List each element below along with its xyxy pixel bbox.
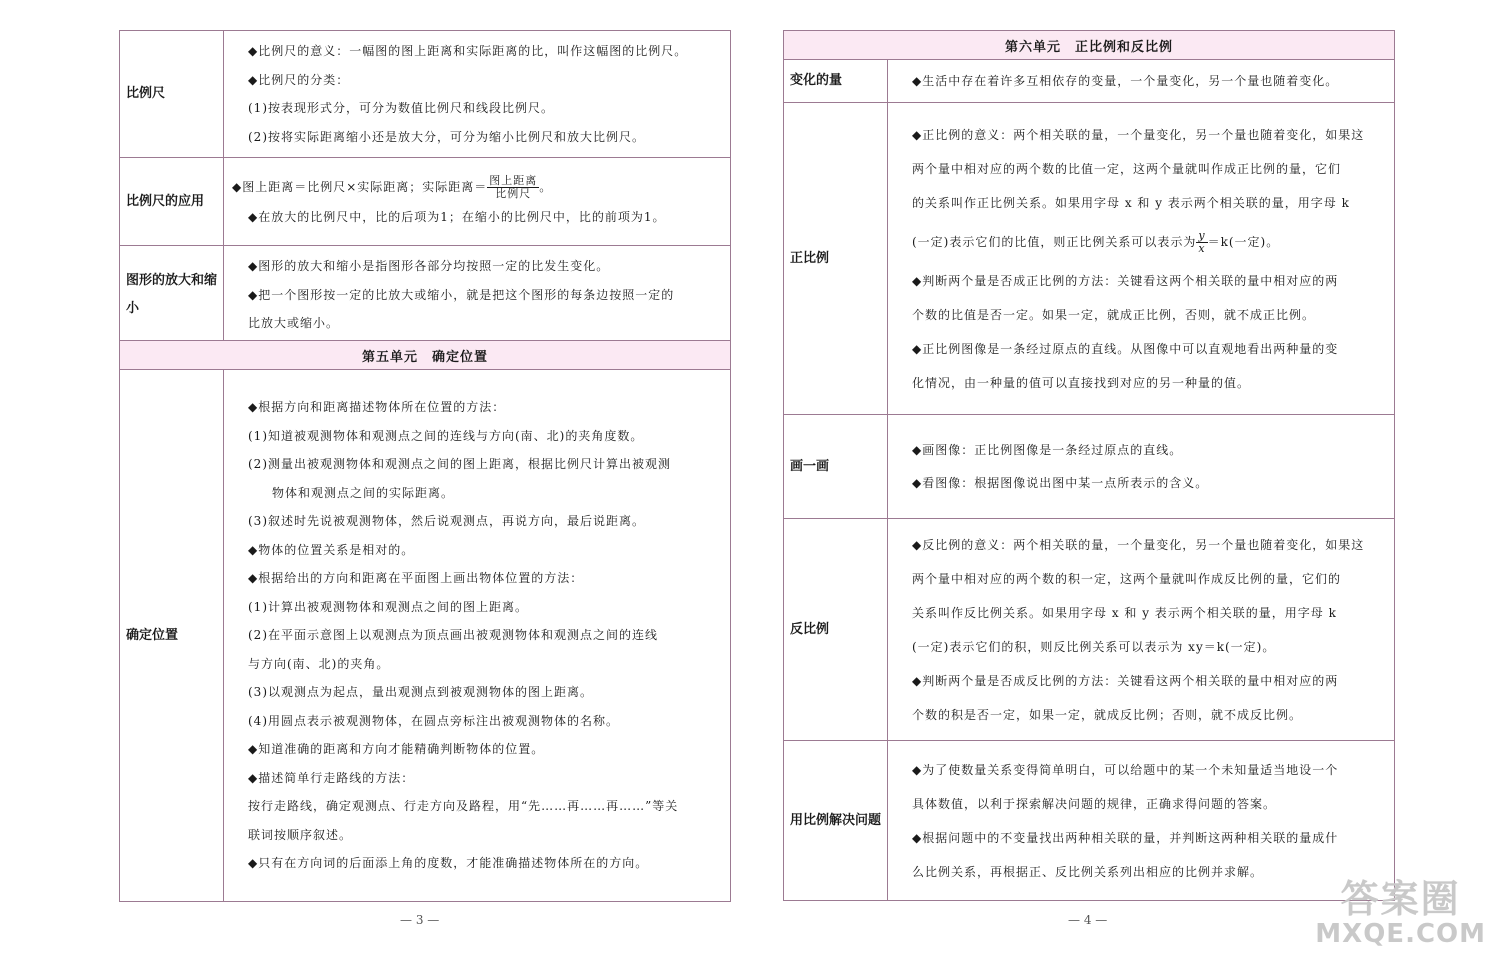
text-line (232, 171, 722, 203)
knowledge-table-proportion (783, 30, 1395, 901)
text-line: (3)叙述时先说被观测物体，然后说观测点，再说方向，最后说距离。 (248, 514, 646, 529)
row-label: 图形的放大和缩小 (120, 246, 224, 345)
row-label: 正比例 (784, 103, 888, 415)
row-content (224, 158, 731, 246)
fraction-numerator: y (1198, 228, 1206, 242)
watermark-logo (1315, 878, 1486, 948)
table-row (784, 103, 1395, 415)
row-content (224, 31, 731, 158)
row-label: 画一画 (784, 415, 888, 519)
text-line: 的关系叫作正比例关系。如果用字母 x 和 y 表示两个相关联的量，用字母 k (912, 195, 1350, 210)
text-line: ◆正比例的意义：两个相关联的量，一个量变化，另一个量也随着变化，如果这 (912, 127, 1365, 142)
table-header-row (784, 31, 1395, 60)
row-content (888, 103, 1395, 415)
row-content (888, 415, 1395, 519)
text-line: ◆比例尺的意义：一幅图的图上距离和实际距离的比，叫作这幅图的比例尺。 (248, 44, 688, 58)
text-line: (1)知道被观测物体和观测点之间的连线与方向(南、北)的夹角度数。 (248, 428, 644, 443)
text-line: 物体和观测点之间的实际距离。 (272, 485, 455, 500)
text-line: 与方向(南、北)的夹角。 (248, 656, 390, 671)
table-row (784, 60, 1395, 103)
page-number: — 3 — (400, 913, 440, 927)
text-line: ◆判断两个量是否成反比例的方法：关键看这两个相关联的量中相对应的两 (912, 673, 1339, 688)
text-line: 比放大或缩小。 (248, 316, 340, 330)
text-line: ◆正比例图像是一条经过原点的直线。从图像中可以直观地看出两种量的变 (912, 341, 1339, 356)
text-line: ◆物体的位置关系是相对的。 (248, 542, 415, 557)
text-line: ◆知道准确的距离和方向才能精确判断物体的位置。 (248, 742, 545, 757)
knowledge-table-position (119, 340, 731, 902)
table-row (784, 741, 1395, 901)
text-line: 关系叫作反比例关系。如果用字母 x 和 y 表示两个相关联的量，用字母 k (912, 605, 1337, 620)
watermark-title: 答案圈 (1340, 877, 1461, 921)
formula-end: 。 (539, 180, 553, 195)
text-line: ◆描述简单行走路线的方法： (248, 770, 415, 785)
text-line: 个数的积是否一定，如果一定，就成反比例；否则，就不成反比例。 (912, 707, 1303, 722)
formula-text: (一定)表示它们的比值，则正比例关系可以表示为 (912, 234, 1197, 249)
table-row (784, 415, 1395, 519)
text-line: 么比例关系，再根据正、反比例关系列出相应的比例并求解。 (912, 864, 1264, 879)
text-line: ◆根据问题中的不变量找出两种相关联的量，并判断这两种相关联的量成什 (912, 830, 1339, 845)
text-line: ◆只有在方向词的后面添上角的度数，才能准确描述物体所在的方向。 (248, 856, 649, 871)
table-header-row (120, 341, 731, 370)
text-line: ◆生活中存在着许多互相依存的变量，一个量变化，另一个量也随着变化。 (912, 73, 1339, 88)
row-content (888, 519, 1395, 741)
row-label: 比例尺的应用 (120, 158, 224, 246)
table-row (120, 246, 731, 345)
watermark-url: MXQE.COM (1315, 919, 1486, 949)
table-row (120, 370, 731, 902)
knowledge-table-scale (119, 30, 731, 345)
text-line: ◆在放大的比例尺中，比的后项为1；在缩小的比例尺中，比的前项为1。 (248, 210, 666, 225)
unit-header: 第五单元 确定位置 (120, 341, 731, 370)
text-line: 按行走路线，确定观测点、行走方向及路程，用“先……再……再……”等关 (248, 799, 679, 814)
text-line: ◆把一个图形按一定的比放大或缩小，就是把这个图形的每条边按照一定的 (248, 287, 675, 302)
text-line: (一定)表示它们的积，则反比例关系可以表示为 xy＝k(一定)。 (912, 639, 1276, 654)
text-line: (4)用圆点表示被观测物体，在圆点旁标注出被观测物体的名称。 (248, 713, 620, 728)
row-label: 确定位置 (120, 370, 224, 902)
text-line: ◆画图像：正比例图像是一条经过原点的直线。 (912, 442, 1183, 457)
text-line: (1)按表现形式分，可分为数值比例尺和线段比例尺。 (248, 101, 555, 115)
row-content (888, 741, 1395, 901)
text-line: ◆根据方向和距离描述物体所在位置的方法： (248, 400, 506, 415)
fraction (487, 175, 539, 200)
text-line: 联词按顺序叙述。 (248, 827, 353, 842)
fraction (1196, 230, 1207, 255)
text-line: ◆比例尺的分类： (248, 72, 350, 87)
text-line: ◆判断两个量是否成正比例的方法：关键看这两个相关联的量中相对应的两 (912, 273, 1339, 288)
fraction-denominator: x (1198, 241, 1206, 255)
text-line: ◆根据给出的方向和距离在平面图上画出物体位置的方法： (248, 571, 584, 586)
text-line: (3)以观测点为起点，量出观测点到被观测物体的图上距离。 (248, 685, 594, 700)
row-content (224, 370, 731, 902)
text-line: ◆为了使数量关系变得简单明白，可以给题中的某一个未知量适当地设一个 (912, 762, 1339, 777)
row-label: 变化的量 (784, 60, 888, 103)
table-row (784, 519, 1395, 741)
text-line (896, 220, 1386, 264)
row-label: 反比例 (784, 519, 888, 741)
formula-text: ◆图上距离＝比例尺×实际距离；实际距离＝ (232, 180, 488, 195)
text-line: ◆反比例的意义：两个相关联的量，一个量变化，另一个量也随着变化，如果这 (912, 537, 1365, 552)
text-line: 两个量中相对应的两个数的积一定，这两个量就叫作成反比例的量，它们的 (912, 571, 1342, 586)
text-line: ◆图形的放大和缩小是指图形各部分均按照一定的比发生变化。 (248, 259, 610, 273)
row-content (224, 246, 731, 345)
text-line: ◆看图像：根据图像说出图中某一点所表示的含义。 (912, 475, 1209, 490)
page-number: — 4 — (1068, 913, 1108, 927)
text-line: 化情况，由一种量的值可以直接找到对应的另一种量的值。 (912, 375, 1251, 390)
formula-end: ＝k(一定)。 (1207, 234, 1280, 249)
text-line: (1)计算出被观测物体和观测点之间的图上距离。 (248, 599, 528, 614)
right-page (750, 0, 1500, 956)
text-line: (2)测量出被观测物体和观测点之间的图上距离，根据比例尺计算出被观测 (248, 457, 672, 472)
text-line: 两个量中相对应的两个数的比值一定，这两个量就叫作成正比例的量，它们 (912, 161, 1342, 176)
text-line: (2)在平面示意图上以观测点为顶点画出被观测物体和观测点之间的连线 (248, 628, 659, 643)
text-line: 个数的比值是否一定。如果一定，就成正比例，否则，就不成正比例。 (912, 307, 1316, 322)
fraction-denominator: 比例尺 (495, 187, 532, 201)
unit-header: 第六单元 正比例和反比例 (784, 31, 1395, 60)
row-content (888, 60, 1395, 103)
text-line: 具体数值，以利于探索解决问题的规律，正确求得问题的答案。 (912, 796, 1277, 811)
row-label: 比例尺 (120, 31, 224, 158)
table-row (120, 31, 731, 158)
row-label: 用比例解决问题 (784, 741, 888, 901)
fraction-numerator: 图上距离 (489, 174, 538, 188)
text-line: (2)按将实际距离缩小还是放大分，可分为缩小比例尺和放大比例尺。 (248, 129, 646, 144)
table-row (120, 158, 731, 246)
